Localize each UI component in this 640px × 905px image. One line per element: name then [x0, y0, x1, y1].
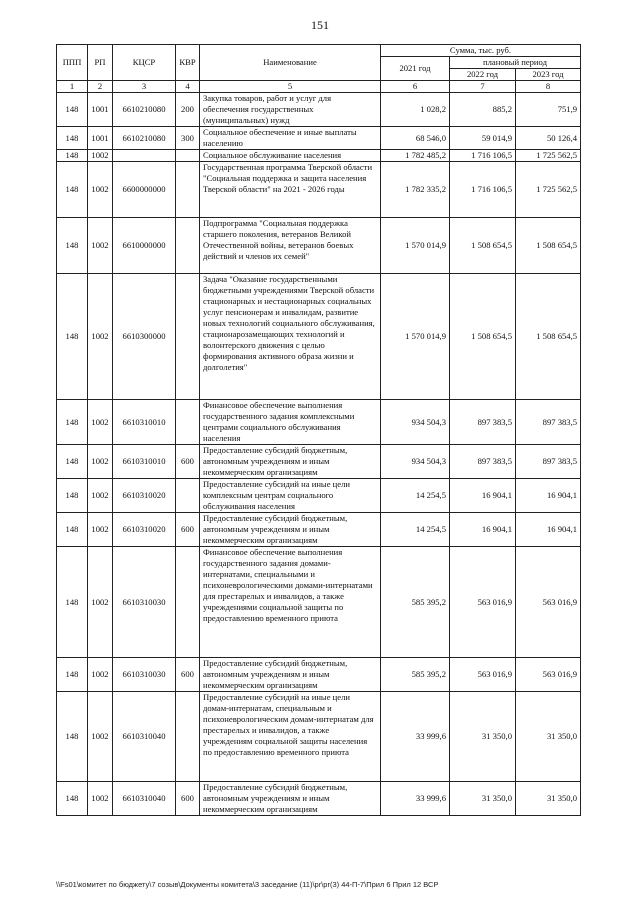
- cell-kvr: [176, 547, 200, 658]
- column-number: 8: [516, 81, 581, 93]
- table-row: [57, 513, 581, 547]
- cell-sum-2022: 897 383,5: [450, 400, 516, 445]
- cell-sum-2021: 934 504,3: [381, 400, 450, 445]
- cell-kcsr: 6610310030: [113, 658, 176, 692]
- table-row: [57, 150, 581, 162]
- cell-kcsr: 6610310020: [113, 513, 176, 547]
- cell-kcsr: 6600000000: [113, 162, 176, 218]
- cell-kcsr: [113, 150, 176, 162]
- table-row: [57, 658, 581, 692]
- column-number: 5: [200, 81, 381, 93]
- cell-kcsr: 6610000000: [113, 218, 176, 274]
- cell-kcsr: 6610310040: [113, 782, 176, 816]
- cell-sum-2023: 1 508 654,5: [516, 218, 581, 274]
- cell-kcsr: 6610310020: [113, 479, 176, 513]
- cell-name: Задача "Оказание государственными бюджетными учреждениями Тверской области стационарных и нестационарных социальных услуг пенсионерам и инвалидам, развитие новых технологий социального обслуживания, стационарозамещающих технологий и волонтерского движения с целью формирования активного образа жизни и долголетия": [200, 274, 381, 400]
- cell-rp: 1002: [88, 445, 113, 479]
- column-number: 1: [57, 81, 88, 93]
- cell-kvr: 200: [176, 93, 200, 127]
- cell-sum-2022: 31 350,0: [450, 782, 516, 816]
- cell-name: Подпрограмма "Социальная поддержка старшего поколения, ветеранов Великой Отечественной войны, ветеранов боевых действий и членов их семей": [200, 218, 381, 274]
- cell-kvr: [176, 162, 200, 218]
- cell-sum-2023: 50 126,4: [516, 127, 581, 150]
- cell-kcsr: 6610210080: [113, 93, 176, 127]
- cell-rp: 1002: [88, 218, 113, 274]
- cell-ppp: 148: [57, 93, 88, 127]
- header-year-2023: 2023 год: [516, 69, 581, 81]
- cell-ppp: 148: [57, 162, 88, 218]
- cell-sum-2021: 1 570 014,9: [381, 218, 450, 274]
- cell-sum-2022: 59 014,9: [450, 127, 516, 150]
- cell-sum-2023: 1 725 562,5: [516, 162, 581, 218]
- cell-kcsr: 6610310030: [113, 547, 176, 658]
- table-row: [57, 274, 581, 400]
- cell-rp: 1002: [88, 400, 113, 445]
- cell-sum-2023: 563 016,9: [516, 658, 581, 692]
- cell-ppp: 148: [57, 400, 88, 445]
- cell-kcsr: 6610310010: [113, 445, 176, 479]
- cell-ppp: 148: [57, 547, 88, 658]
- header-name: Наименование: [200, 45, 381, 81]
- table-row: [57, 445, 581, 479]
- cell-sum-2021: 1 782 485,2: [381, 150, 450, 162]
- table-row: [57, 692, 581, 782]
- cell-name: Предоставление субсидий бюджетным, автономным учреждениям и иным некоммерческим организациям: [200, 513, 381, 547]
- cell-sum-2023: 16 904,1: [516, 479, 581, 513]
- cell-ppp: 148: [57, 218, 88, 274]
- footer-file-path: \\Fs01\комитет по бюджету\7 созыв\Документы комитета\3 заседание (11)\pr\pr(3) 44-П-7\Прил 6 Прил 12 ВСР: [56, 880, 439, 889]
- cell-rp: 1002: [88, 150, 113, 162]
- cell-name: Финансовое обеспечение выполнения государственного задания комплексными центрами социального обслуживания населения: [200, 400, 381, 445]
- cell-sum-2021: 585 395,2: [381, 658, 450, 692]
- budget-table: [56, 44, 581, 816]
- table-header: [57, 45, 581, 93]
- cell-name: Предоставление субсидий на иные цели комплексным центрам социального обслуживания населения: [200, 479, 381, 513]
- cell-kvr: 600: [176, 658, 200, 692]
- cell-rp: 1002: [88, 692, 113, 782]
- cell-sum-2022: 563 016,9: [450, 658, 516, 692]
- table-row: [57, 162, 581, 218]
- cell-ppp: 148: [57, 692, 88, 782]
- cell-rp: 1001: [88, 93, 113, 127]
- column-number: 4: [176, 81, 200, 93]
- cell-rp: 1002: [88, 658, 113, 692]
- cell-kvr: [176, 274, 200, 400]
- cell-ppp: 148: [57, 274, 88, 400]
- cell-kcsr: 6610210080: [113, 127, 176, 150]
- cell-sum-2022: 897 383,5: [450, 445, 516, 479]
- cell-sum-2022: 1 716 106,5: [450, 162, 516, 218]
- cell-sum-2021: 1 570 014,9: [381, 274, 450, 400]
- cell-kvr: [176, 692, 200, 782]
- table-row: [57, 479, 581, 513]
- header-year-2021: 2021 год: [381, 57, 450, 81]
- cell-name: Предоставление субсидий бюджетным, автономным учреждениям и иным некоммерческим организациям: [200, 658, 381, 692]
- cell-kvr: [176, 218, 200, 274]
- cell-sum-2023: 1 725 562,5: [516, 150, 581, 162]
- cell-rp: 1002: [88, 162, 113, 218]
- table-row: [57, 218, 581, 274]
- column-number: 7: [450, 81, 516, 93]
- table-row: [57, 93, 581, 127]
- cell-rp: 1002: [88, 479, 113, 513]
- cell-sum-2022: 31 350,0: [450, 692, 516, 782]
- column-number: 2: [88, 81, 113, 93]
- column-number-row: [57, 81, 581, 93]
- cell-sum-2023: 16 904,1: [516, 513, 581, 547]
- cell-rp: 1001: [88, 127, 113, 150]
- header-planned-period: плановый период: [450, 57, 581, 69]
- cell-name: Предоставление субсидий бюджетным, автономным учреждениям и иным некоммерческим организациям: [200, 782, 381, 816]
- cell-sum-2022: 16 904,1: [450, 479, 516, 513]
- cell-ppp: 148: [57, 658, 88, 692]
- cell-sum-2021: 14 254,5: [381, 513, 450, 547]
- table-row: [57, 127, 581, 150]
- cell-sum-2023: 897 383,5: [516, 400, 581, 445]
- cell-kvr: [176, 400, 200, 445]
- cell-kvr: 600: [176, 513, 200, 547]
- cell-sum-2023: 31 350,0: [516, 692, 581, 782]
- cell-name: Государственная программа Тверской области "Социальная поддержка и защита населения Тверской области" на 2021 - 2026 годы: [200, 162, 381, 218]
- cell-name: Закупка товаров, работ и услуг для обеспечения государственных (муниципальных) нужд: [200, 93, 381, 127]
- cell-name: Социальное обслуживание населения: [200, 150, 381, 162]
- cell-kvr: 600: [176, 445, 200, 479]
- header-ppp: ППП: [57, 45, 88, 81]
- header-year-2022: 2022 год: [450, 69, 516, 81]
- header-kcsr: КЦСР: [113, 45, 176, 81]
- header-rp: РП: [88, 45, 113, 81]
- cell-kcsr: 6610310010: [113, 400, 176, 445]
- cell-sum-2021: 33 999,6: [381, 692, 450, 782]
- cell-name: Социальное обеспечение и иные выплаты населению: [200, 127, 381, 150]
- cell-sum-2022: 563 016,9: [450, 547, 516, 658]
- column-number: 6: [381, 81, 450, 93]
- cell-kvr: [176, 479, 200, 513]
- cell-sum-2023: 563 016,9: [516, 547, 581, 658]
- cell-name: Предоставление субсидий на иные цели домам-интернатам, специальным и психоневрологическим домам-интернатам для престарелых и инвалидов, а также учреждениям социальной защиты населения по предоставлению временного приюта: [200, 692, 381, 782]
- cell-sum-2021: 1 028,2: [381, 93, 450, 127]
- cell-name: Предоставление субсидий бюджетным, автономным учреждениям и иным некоммерческим организациям: [200, 445, 381, 479]
- cell-sum-2021: 14 254,5: [381, 479, 450, 513]
- table-row: [57, 400, 581, 445]
- cell-kvr: [176, 150, 200, 162]
- cell-ppp: 148: [57, 513, 88, 547]
- cell-rp: 1002: [88, 547, 113, 658]
- cell-sum-2021: 33 999,6: [381, 782, 450, 816]
- column-number: 3: [113, 81, 176, 93]
- cell-sum-2023: 897 383,5: [516, 445, 581, 479]
- cell-name: Финансовое обеспечение выполнения государственного задания домами-интернатами, специальными и психоневрологическими домами-интернатами для престарелых и инвалидов, а также учреждениями социальной защиты по предоставлению временного приюта: [200, 547, 381, 658]
- cell-sum-2021: 1 782 335,2: [381, 162, 450, 218]
- cell-rp: 1002: [88, 782, 113, 816]
- cell-sum-2021: 934 504,3: [381, 445, 450, 479]
- cell-ppp: 148: [57, 127, 88, 150]
- cell-sum-2022: 885,2: [450, 93, 516, 127]
- cell-ppp: 148: [57, 150, 88, 162]
- cell-sum-2021: 585 395,2: [381, 547, 450, 658]
- cell-sum-2022: 1 508 654,5: [450, 218, 516, 274]
- cell-rp: 1002: [88, 274, 113, 400]
- cell-ppp: 148: [57, 479, 88, 513]
- header-kvr: КВР: [176, 45, 200, 81]
- table-body: [57, 93, 581, 816]
- cell-rp: 1002: [88, 513, 113, 547]
- cell-kcsr: 6610300000: [113, 274, 176, 400]
- cell-kcsr: 6610310040: [113, 692, 176, 782]
- table-row: [57, 782, 581, 816]
- cell-ppp: 148: [57, 782, 88, 816]
- cell-sum-2023: 31 350,0: [516, 782, 581, 816]
- cell-sum-2022: 1 716 106,5: [450, 150, 516, 162]
- cell-sum-2022: 16 904,1: [450, 513, 516, 547]
- cell-sum-2023: 1 508 654,5: [516, 274, 581, 400]
- cell-kvr: 300: [176, 127, 200, 150]
- header-sum-group: Сумма, тыс. руб.: [381, 45, 581, 57]
- cell-kvr: 600: [176, 782, 200, 816]
- cell-sum-2022: 1 508 654,5: [450, 274, 516, 400]
- table-row: [57, 547, 581, 658]
- page-number: 151: [311, 18, 329, 32]
- cell-sum-2021: 68 546,0: [381, 127, 450, 150]
- cell-sum-2023: 751,9: [516, 93, 581, 127]
- cell-ppp: 148: [57, 445, 88, 479]
